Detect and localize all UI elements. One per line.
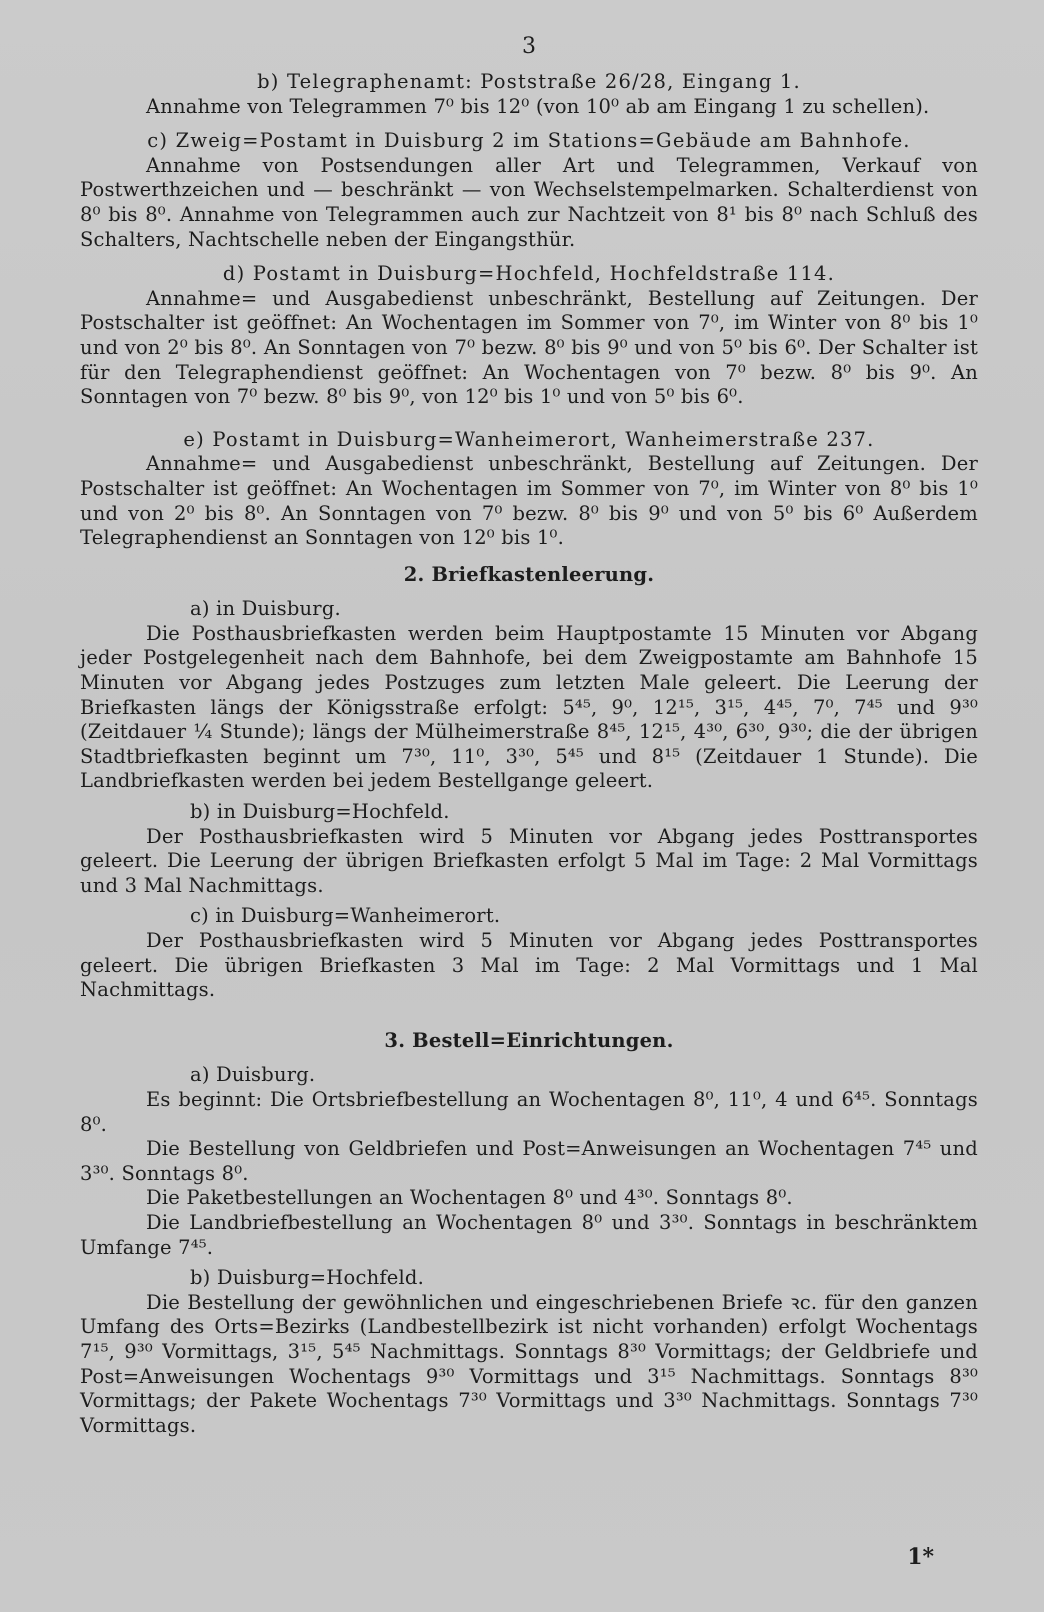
subsection-c-text: Annahme von Postsendungen aller Art und Telegrammen, Verkauf von Postwerthzeichen und — beschränkt — von Wechselstempelmarken. Schalterdienst von 8⁰ bis 8⁰. Annahme von Telegrammen auch zur Nachtzeit von 8¹ bis 8⁰ nach Schluß des Schalters, Nachtschelle neben der Eingangsthür. bbox=[80, 153, 978, 251]
section-2-b-label: b) in Duisburg=Hochfeld. bbox=[190, 800, 450, 824]
section-3-b-label: b) Duisburg=Hochfeld. bbox=[190, 1266, 425, 1290]
subsection-c-title: c) Zweig=Postamt in Duisburg 2 im Stations=Gebäude am Bahnhofe. bbox=[147, 129, 911, 153]
section-3-a-p3: Die Paketbestellungen an Wochentagen 8⁰ und 4³⁰. Sonntags 8⁰. bbox=[146, 1186, 793, 1210]
section-3-title: 3. Bestell=Einrichtungen. bbox=[384, 1028, 674, 1052]
subsection-b-text: Annahme von Telegrammen 7⁰ bis 12⁰ (von 10⁰ ab am Eingang 1 zu schellen). bbox=[146, 94, 930, 118]
section-2-c-text: Der Posthausbriefkasten wird 5 Minuten vor Abgang jedes Posttransportes geleert. Die übrigen Briefkasten 3 Mal im Tage: 2 Mal Vormittags und 1 Mal Nachmittags. bbox=[80, 929, 978, 1002]
section-3-b-text: Die Bestellung der gewöhnlichen und eingeschriebenen Briefe ꝛc. für den ganzen Umfang des Orts=Bezirks (Landbestellbezirk ist nicht vorhanden) erfolgt Wochentags 7¹⁵, 9³⁰ Vormittags, 3¹⁵, 5⁴⁵ Nachmittags. Sonntags 8³⁰ Vormittags; der Geldbriefe und Post=Anweisungen Wochentags 9³⁰ Vormittags und 3¹⁵ Nachmittags. Sonntags 8³⁰ Vormittags; der Pakete Wochentags 7³⁰ Vormittags und 3³⁰ Nachmittags. Sonntags 7³⁰ Vormittags. bbox=[80, 1290, 978, 1437]
section-3-a-p4: Die Landbriefbestellung an Wochentagen 8⁰ und 3³⁰. Sonntags in beschränktem Umfange 7⁴⁵. bbox=[80, 1210, 978, 1259]
section-2-a-label: a) in Duisburg. bbox=[190, 597, 341, 621]
section-3-a-p2: Die Bestellung von Geldbriefen und Post=Anweisungen an Wochentagen 7⁴⁵ und 3³⁰. Sonntags 8⁰. bbox=[80, 1137, 978, 1185]
section-3-a-p1: Es beginnt: Die Ortsbriefbestellung an Wochentagen 8⁰, 11⁰, 4 und 6⁴⁵. Sonntags 8⁰. bbox=[80, 1087, 978, 1136]
subsection-d-text: Annahme= und Ausgabedienst unbeschränkt, Bestellung auf Zeitungen. Der Postschalter ist geöffnet: An Wochentagen im Sommer von 7⁰, im Winter von 8⁰ bis 1⁰ und von 2⁰ bis 8⁰. An Sonntagen von 7⁰ bezw. 8⁰ bis 9⁰ und von 5⁰ bis 6⁰. Der Schalter ist für den Telegraphendienst geöffnet: An Wochentagen von 7⁰ bezw. 8⁰ bis 9⁰. An Sonntagen von 7⁰ bezw. 8⁰ bis 9⁰, von 12⁰ bis 1⁰ und von 5⁰ bis 6⁰. bbox=[80, 286, 978, 409]
section-2-a-text: Die Posthausbriefkasten werden beim Hauptpostamte 15 Minuten vor Abgang jeder Postgelegenheit nach dem Bahnhofe, bei dem Zweigpostamte am Bahnhofe 15 Minuten vor Abgang jedes Postzuges zum letzten Male geleert. Die Leerung der Briefkasten längs der Königsstraße erfolgt: 5⁴⁵, 9⁰, 12¹⁵, 3¹⁵, 4⁴⁵, 7⁰, 7⁴⁵ und 9³⁰ (Zeitdauer ¼ Stunde); längs der Mülheimerstraße 8⁴⁵, 12¹⁵, 4³⁰, 6³⁰, 9³⁰; die der übrigen Stadtbriefkasten beginnt um 7³⁰, 11⁰, 3³⁰, 5⁴⁵ und 8¹⁵ (Zeitdauer 1 Stunde). Die Landbriefkasten werden bei jedem Bestellgange geleert. bbox=[80, 621, 978, 793]
page-number: 3 bbox=[522, 34, 536, 59]
subsection-b-title: b) Telegraphenamt: Poststraße 26/28, Eingang 1. bbox=[257, 70, 801, 93]
section-3-a-label: a) Duisburg. bbox=[190, 1063, 316, 1087]
section-2-c-label: c) in Duisburg=Wanheimerort. bbox=[190, 904, 501, 928]
section-2-title: 2. Briefkastenleerung. bbox=[403, 562, 655, 586]
subsection-e-text: Annahme= und Ausgabedienst unbeschränkt, Bestellung auf Zeitungen. Der Postschalter ist geöffnet: An Wochentagen im Sommer von 7⁰, im Winter von 8⁰ bis 1⁰ und von 2⁰ bis 8⁰. An Sonntagen von 7⁰ bezw. 8⁰ bis 9⁰ und von 5⁰ bis 6⁰ Außerdem Telegraphendienst an Sonntagen von 12⁰ bis 1⁰. bbox=[80, 452, 978, 550]
subsection-d-title: d) Postamt in Duisburg=Hochfeld, Hochfeldstraße 114. bbox=[222, 262, 836, 286]
subsection-e-title: e) Postamt in Duisburg=Wanheimerort, Wanheimerstraße 237. bbox=[183, 427, 875, 451]
signature-mark: 1* bbox=[907, 1544, 934, 1570]
section-2-b-text: Der Posthausbriefkasten wird 5 Minuten vor Abgang jedes Posttransportes geleert. Die Leerung der übrigen Briefkasten erfolgt 5 Mal im Tage: 2 Mal Vormittags und 3 Mal Nachmittags. bbox=[80, 824, 978, 897]
